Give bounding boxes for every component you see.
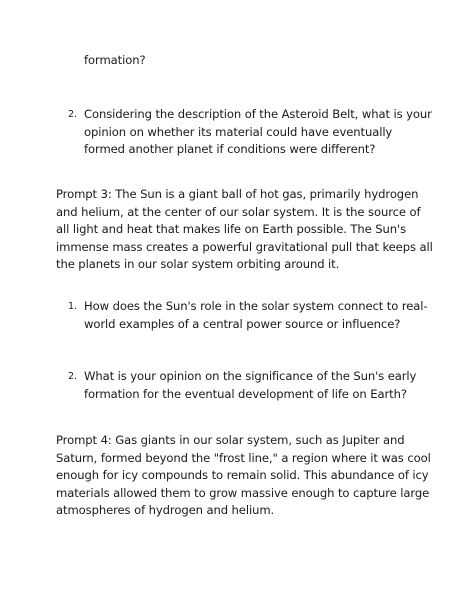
text-line: How does the Sun's role in the solar system connect to real- [84, 299, 428, 313]
prompt-3-paragraph [56, 186, 433, 274]
question-asteroid-belt [84, 106, 432, 159]
question-number: 2. [68, 109, 78, 120]
question-sun-formation [84, 368, 416, 403]
text-line: formation? [84, 53, 146, 67]
question-number: 1. [68, 301, 78, 312]
question-sun-role [84, 298, 427, 333]
text-line: immense mass creates a powerful gravitational pull that keeps all [56, 239, 433, 254]
text-line: enough for icy compounds to remain solid. This abundance of icy [56, 468, 429, 482]
text-line: Prompt 4: Gas giants in our solar system, such as Jupiter and [56, 433, 405, 447]
continued-question [84, 52, 146, 70]
text-line: formation for the eventual development of life on Earth? [84, 386, 407, 401]
text-line: atmospheres of hydrogen and helium. [56, 503, 275, 517]
prompt-4-paragraph [56, 432, 431, 520]
text-line: Prompt 3: The Sun is a giant ball of hot gas, primarily hydrogen [56, 187, 419, 201]
text-line: Saturn, formed beyond the "frost line," a region where it was cool [56, 450, 431, 465]
text-line: world examples of a central power source or influence? [84, 316, 401, 331]
text-line: Considering the description of the Asteroid Belt, what is your [84, 107, 432, 121]
text-line: all light and heat that makes life on Earth possible. The Sun's [56, 222, 407, 236]
text-line: the planets in our solar system orbiting around it. [56, 257, 340, 271]
text-line: materials allowed them to grow massive enough to capture large [56, 485, 430, 500]
text-line: What is your opinion on the significance of the Sun's early [84, 369, 417, 383]
text-line: and helium, at the center of our solar system. It is the source of [56, 204, 421, 219]
text-line: formed another planet if conditions were different? [84, 142, 376, 156]
question-number: 2. [68, 371, 78, 382]
text-line: opinion on whether its material could have eventually [84, 124, 393, 139]
